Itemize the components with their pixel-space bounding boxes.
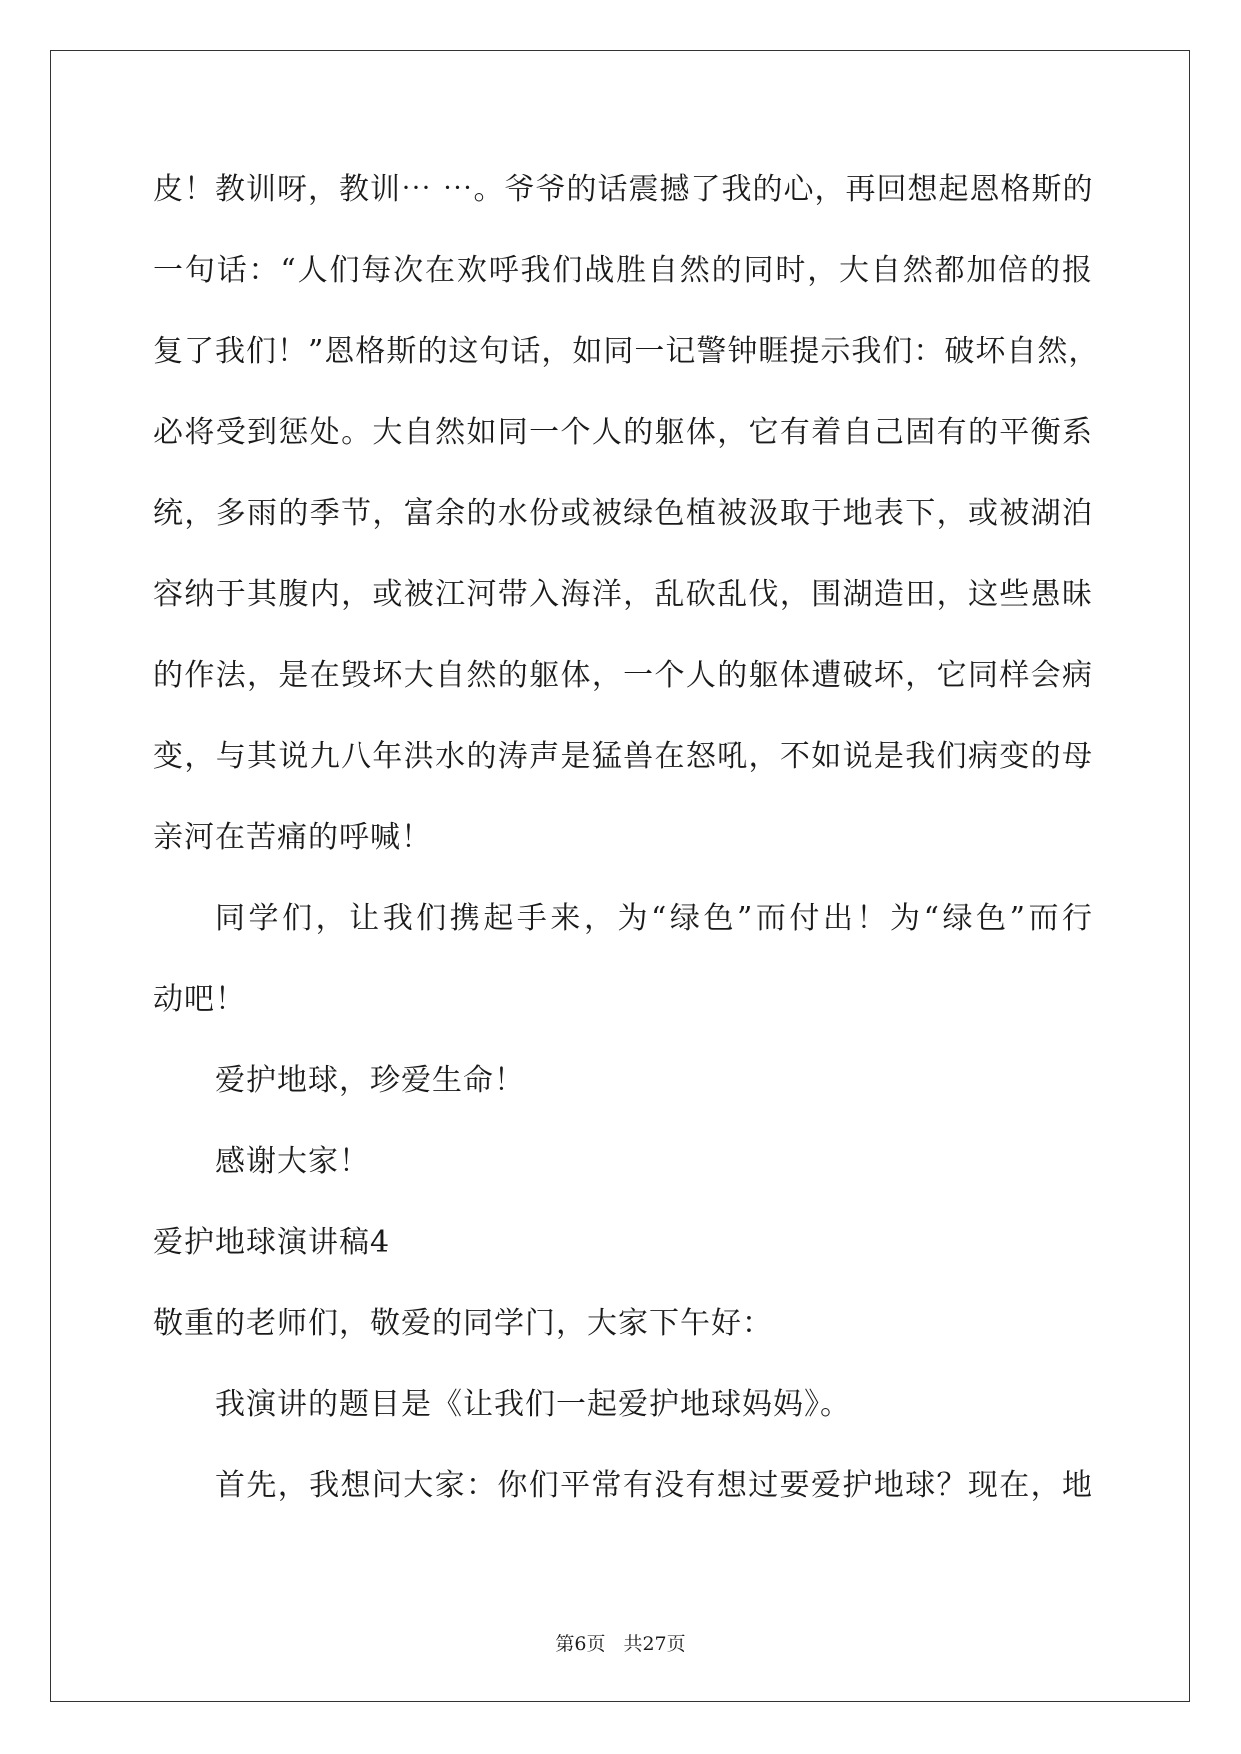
salutation-line: 敬重的老师们，敬爱的同学门，大家下午好： — [153, 1306, 773, 1341]
page-border — [50, 50, 1190, 1702]
paragraph-line: 首先，我想问大家：你们平常有没有想过要爱护地球？现在，地 — [215, 1468, 1093, 1503]
paragraph-line: 我演讲的题目是《让我们一起爱护地球妈妈》。 — [215, 1387, 851, 1422]
paragraph-line: 容纳于其腹内，或被江河带入海洋，乱砍乱伐，围湖造田，这些愚昧 — [153, 577, 1093, 612]
paragraph-line: 动吧！ — [153, 982, 246, 1017]
paragraph-line: 同学们，让我们携起手来，为“绿色”而付出！为“绿色”而行 — [215, 901, 1093, 936]
paragraph-line: 的作法，是在毁坏大自然的躯体，一个人的躯体遭破坏，它同样会病 — [153, 658, 1093, 693]
paragraph-line: 复了我们！”恩格斯的这句话，如同一记警钟睚提示我们：破坏自然， — [153, 334, 1100, 369]
page-total: 共27页 — [623, 1633, 686, 1655]
paragraph-line: 亲河在苦痛的呼喊！ — [153, 820, 432, 855]
page-footer — [0, 1632, 1241, 1656]
section-heading: 爱护地球演讲稿4 — [153, 1225, 391, 1260]
page-number: 第6页 — [555, 1633, 606, 1655]
paragraph-line: 皮！教训呀，教训⋯ ⋯。爷爷的话震撼了我的心，再回想起恩格斯的 — [153, 172, 1094, 207]
paragraph-line: 感谢大家！ — [215, 1144, 370, 1179]
paragraph-line: 变，与其说九八年洪水的涛声是猛兽在怒吼，不如说是我们病变的母 — [153, 739, 1093, 774]
paragraph-line: 统，多雨的季节，富余的水份或被绿色植被汲取于地表下，或被湖泊 — [153, 496, 1093, 531]
paragraph-line: 一句话：“人们每次在欢呼我们战胜自然的同时，大自然都加倍的报 — [153, 253, 1093, 288]
paragraph-line: 爱护地球，珍爱生命！ — [215, 1063, 525, 1098]
paragraph-line: 必将受到惩处。大自然如同一个人的躯体，它有着自己固有的平衡系 — [153, 415, 1093, 450]
